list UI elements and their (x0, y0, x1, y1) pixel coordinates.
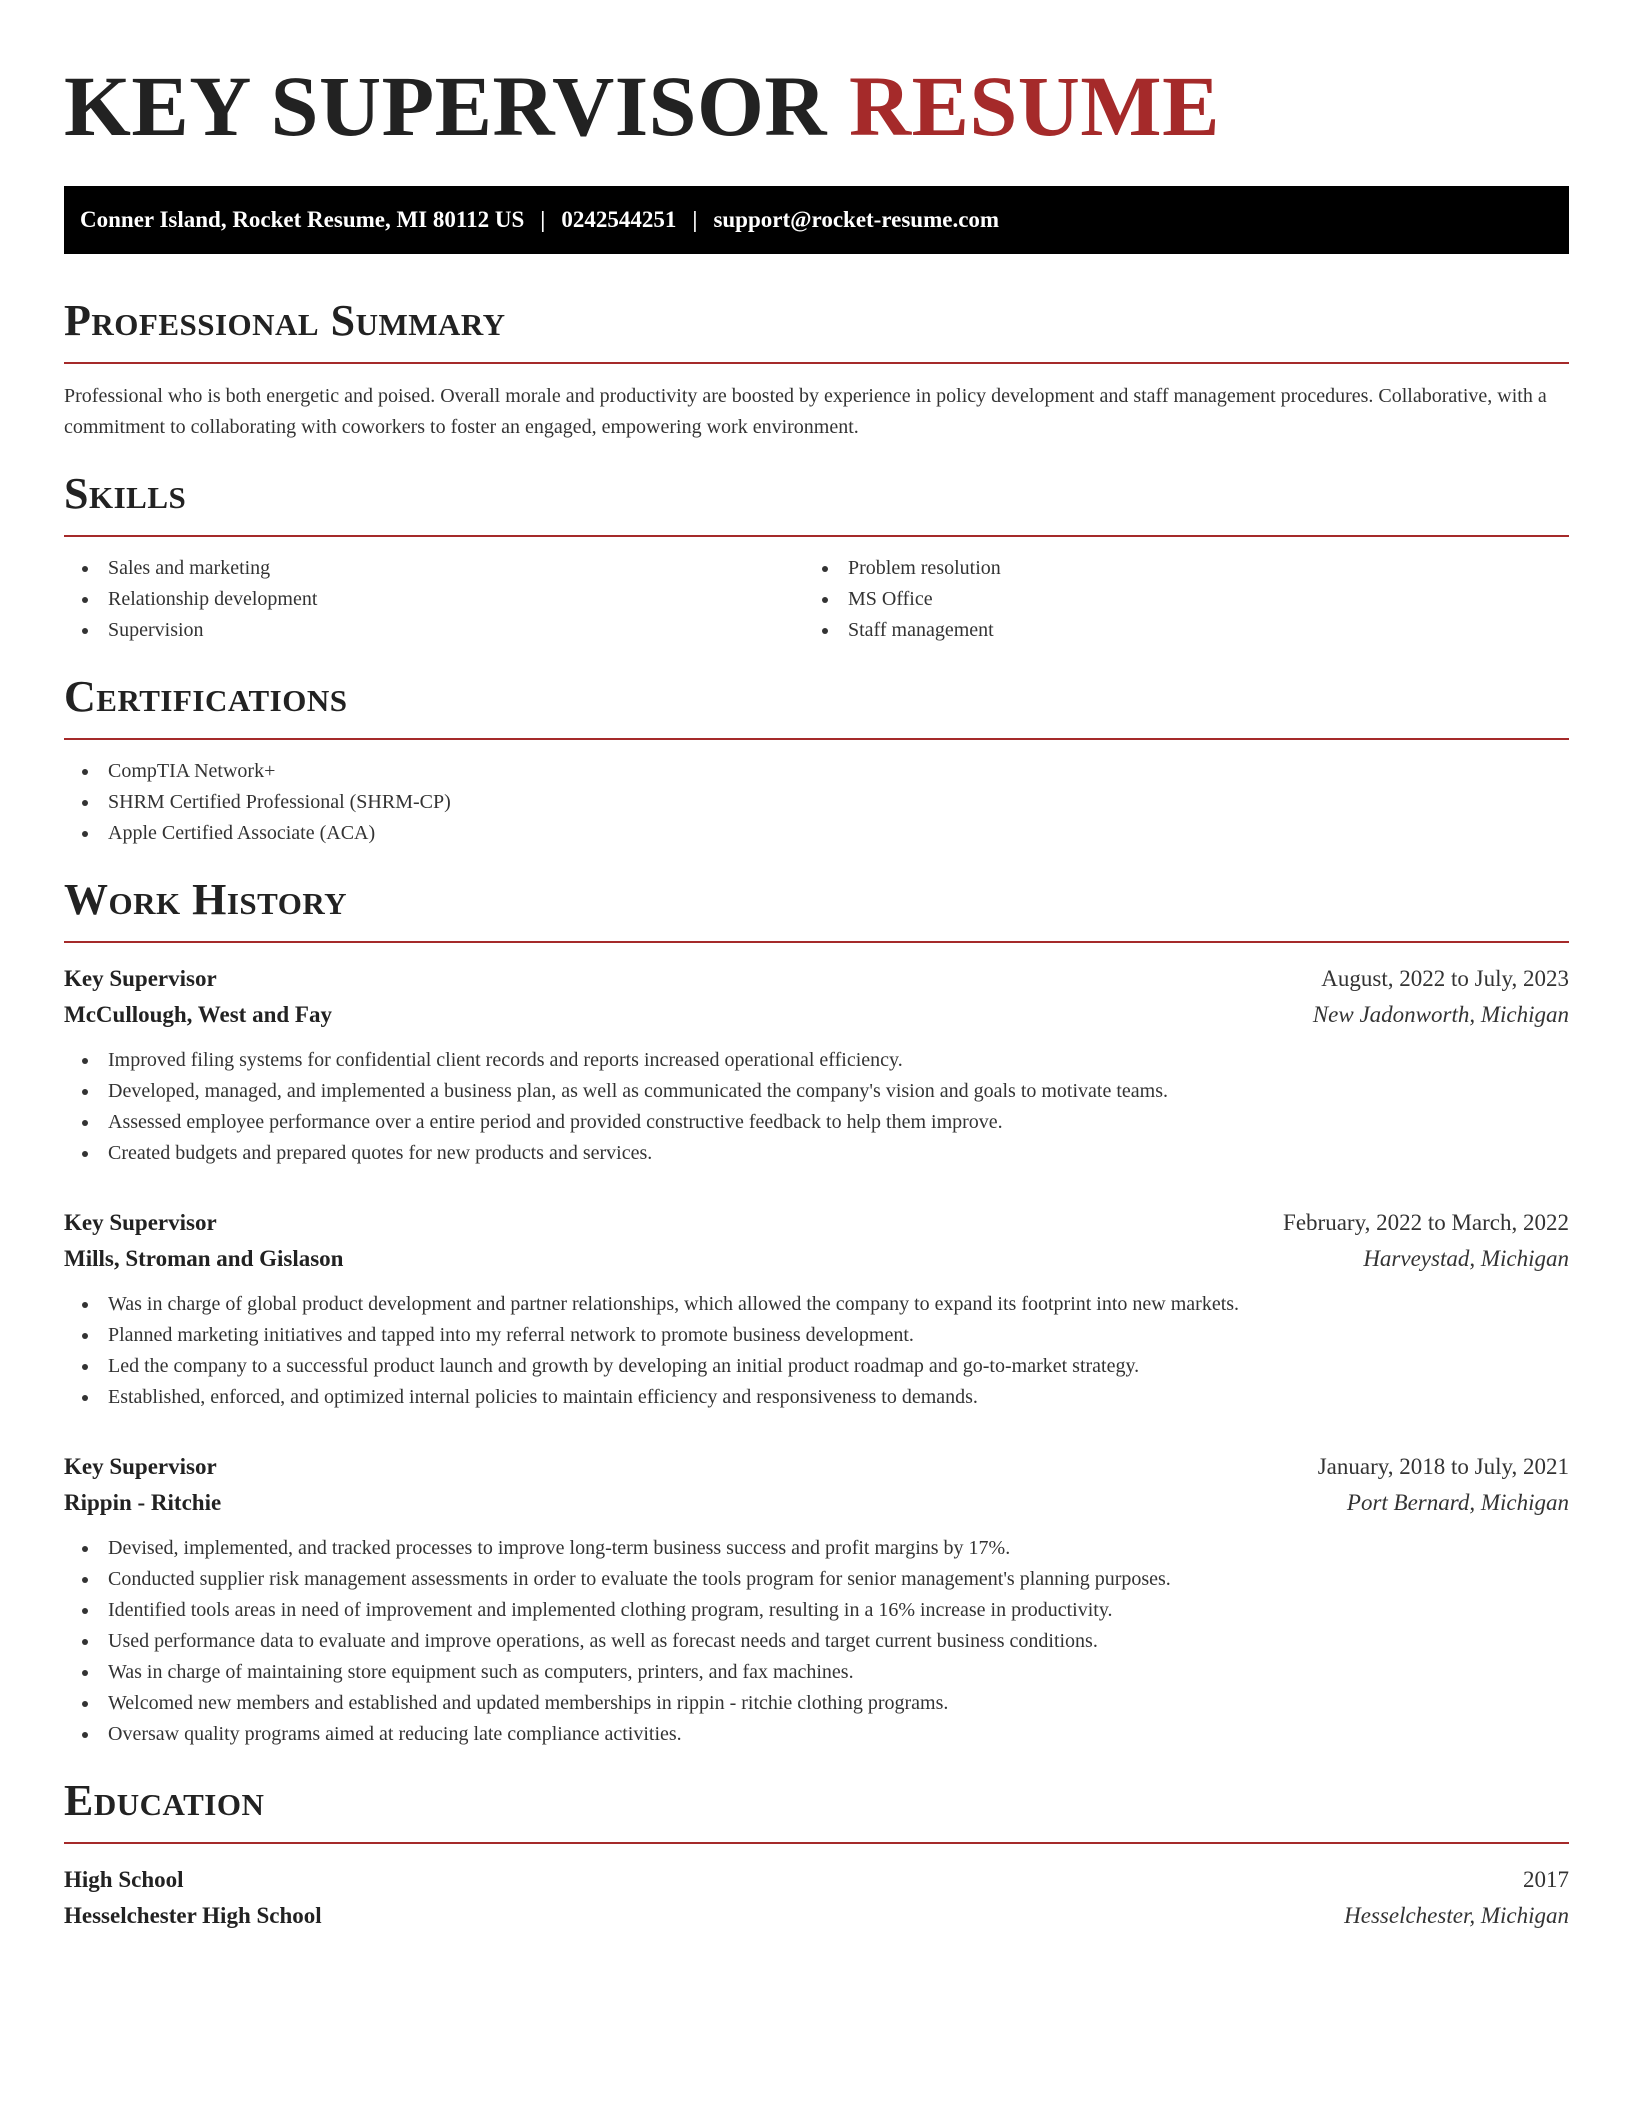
contact-bar (64, 186, 1569, 254)
job-bullet: Used performance data to evaluate and improve operations, as well as forecast needs and target current business conditions. (64, 1626, 1569, 1657)
job-company: Mills, Stroman and Gislason (64, 1246, 344, 1271)
job-dates: August, 2022 to July, 2023 (1321, 966, 1569, 991)
skill-item: Staff management (804, 615, 1544, 646)
job-title: Key Supervisor (64, 1454, 217, 1479)
job-title: Key Supervisor (64, 966, 217, 991)
job-company-row (64, 1485, 1569, 1521)
education-degree: High School (64, 1867, 184, 1892)
job-title: Key Supervisor (64, 1210, 217, 1235)
job-title-row (64, 961, 1569, 997)
job-bullet: Planned marketing initiatives and tapped into my referral network to promote business development. (64, 1320, 1569, 1351)
section-divider (64, 1842, 1569, 1844)
education-location: Hesselchester, Michigan (1344, 1903, 1569, 1928)
contact-separator: | (692, 207, 698, 232)
work-history-section (64, 875, 1569, 1750)
job-bullet: Assessed employee performance over a entire period and provided constructive feedback to help them improve. (64, 1107, 1569, 1138)
job-bullet: Established, enforced, and optimized internal policies to maintain efficiency and responsiveness to demands. (64, 1382, 1569, 1413)
contact-separator: | (540, 207, 546, 232)
skills-heading: Skills (64, 469, 187, 518)
job-entry (64, 961, 1569, 1169)
contact-address: Conner Island, Rocket Resume, MI 80112 US (80, 207, 525, 232)
job-bullet: Led the company to a successful product launch and growth by developing an initial product roadmap and go-to-market strategy. (64, 1351, 1569, 1382)
skill-item: Sales and marketing (64, 553, 804, 584)
skills-list-right (804, 553, 1544, 646)
job-bullet: Oversaw quality programs aimed at reducing late compliance activities. (64, 1719, 1569, 1750)
certifications-list (64, 756, 1569, 849)
job-title-row (64, 1205, 1569, 1241)
summary-heading: Professional Summary (64, 296, 506, 345)
summary-text: Professional who is both energetic and poised. Overall morale and productivity are boosted by experience in policy development and staff management procedures. Collaborative, with a commitment to collaborating with coworkers to foster an engaged, empowering work environment. (64, 385, 1547, 438)
section-divider (64, 362, 1569, 364)
title-accent: RESUME (849, 58, 1220, 154)
work-history-heading: Work History (64, 875, 348, 924)
job-dates: January, 2018 to July, 2021 (1317, 1454, 1569, 1479)
section-divider (64, 535, 1569, 537)
certification-item: CompTIA Network+ (64, 756, 1569, 787)
job-bullet: Was in charge of maintaining store equipment such as computers, printers, and fax machines. (64, 1657, 1569, 1688)
education-heading: Education (64, 1776, 265, 1825)
job-bullets (64, 1289, 1569, 1413)
job-title-row (64, 1449, 1569, 1485)
certifications-section (64, 672, 1569, 849)
skill-item: MS Office (804, 584, 1544, 615)
summary-section (64, 296, 1569, 443)
certification-item: Apple Certified Associate (ACA) (64, 818, 1569, 849)
contact-phone[interactable]: 0242544251 (561, 207, 677, 232)
job-bullet: Identified tools areas in need of improvement and implemented clothing program, resulting in a 16% increase in productivity. (64, 1595, 1569, 1626)
skill-item: Relationship development (64, 584, 804, 615)
education-year: 2017 (1523, 1867, 1569, 1892)
job-bullet: Created budgets and prepared quotes for new products and services. (64, 1138, 1569, 1169)
education-school: Hesselchester High School (64, 1903, 322, 1928)
job-company-row (64, 1241, 1569, 1277)
skill-item: Problem resolution (804, 553, 1544, 584)
job-entry (64, 1205, 1569, 1413)
education-entry (64, 1862, 1569, 1934)
job-bullet: Developed, managed, and implemented a business plan, as well as communicated the company's vision and goals to motivate teams. (64, 1076, 1569, 1107)
job-location: Port Bernard, Michigan (1346, 1490, 1569, 1515)
job-bullet: Improved filing systems for confidential client records and reports increased operational efficiency. (64, 1045, 1569, 1076)
education-section (64, 1776, 1569, 1934)
job-bullet: Devised, implemented, and tracked processes to improve long-term business success and profit margins by 17%. (64, 1533, 1569, 1564)
skills-grid (64, 553, 1569, 646)
education-degree-row (64, 1862, 1569, 1898)
job-entry (64, 1449, 1569, 1750)
skill-item: Supervision (64, 615, 804, 646)
job-bullet: Was in charge of global product development and partner relationships, which allowed the company to expand its footprint into new markets. (64, 1289, 1569, 1320)
education-school-row (64, 1898, 1569, 1934)
job-bullets (64, 1045, 1569, 1169)
skills-section (64, 469, 1569, 646)
job-bullet: Welcomed new members and established and updated memberships in rippin - ritchie clothing programs. (64, 1688, 1569, 1719)
section-divider (64, 738, 1569, 740)
job-bullet: Conducted supplier risk management assessments in order to evaluate the tools program for senior management's planning purposes. (64, 1564, 1569, 1595)
job-dates: February, 2022 to March, 2022 (1283, 1210, 1569, 1235)
title-main: KEY SUPERVISOR (64, 58, 827, 154)
skills-list-left (64, 553, 804, 646)
job-location: Harveystad, Michigan (1363, 1246, 1569, 1271)
contact-email[interactable]: support@rocket-resume.com (713, 207, 1000, 232)
job-company: Rippin - Ritchie (64, 1490, 222, 1515)
job-location: New Jadonworth, Michigan (1312, 1002, 1569, 1027)
certification-item: SHRM Certified Professional (SHRM-CP) (64, 787, 1569, 818)
certifications-heading: Certifications (64, 672, 348, 721)
job-company-row (64, 997, 1569, 1033)
resume-title (64, 56, 1569, 156)
section-divider (64, 941, 1569, 943)
job-company: McCullough, West and Fay (64, 1002, 332, 1027)
job-bullets (64, 1533, 1569, 1750)
